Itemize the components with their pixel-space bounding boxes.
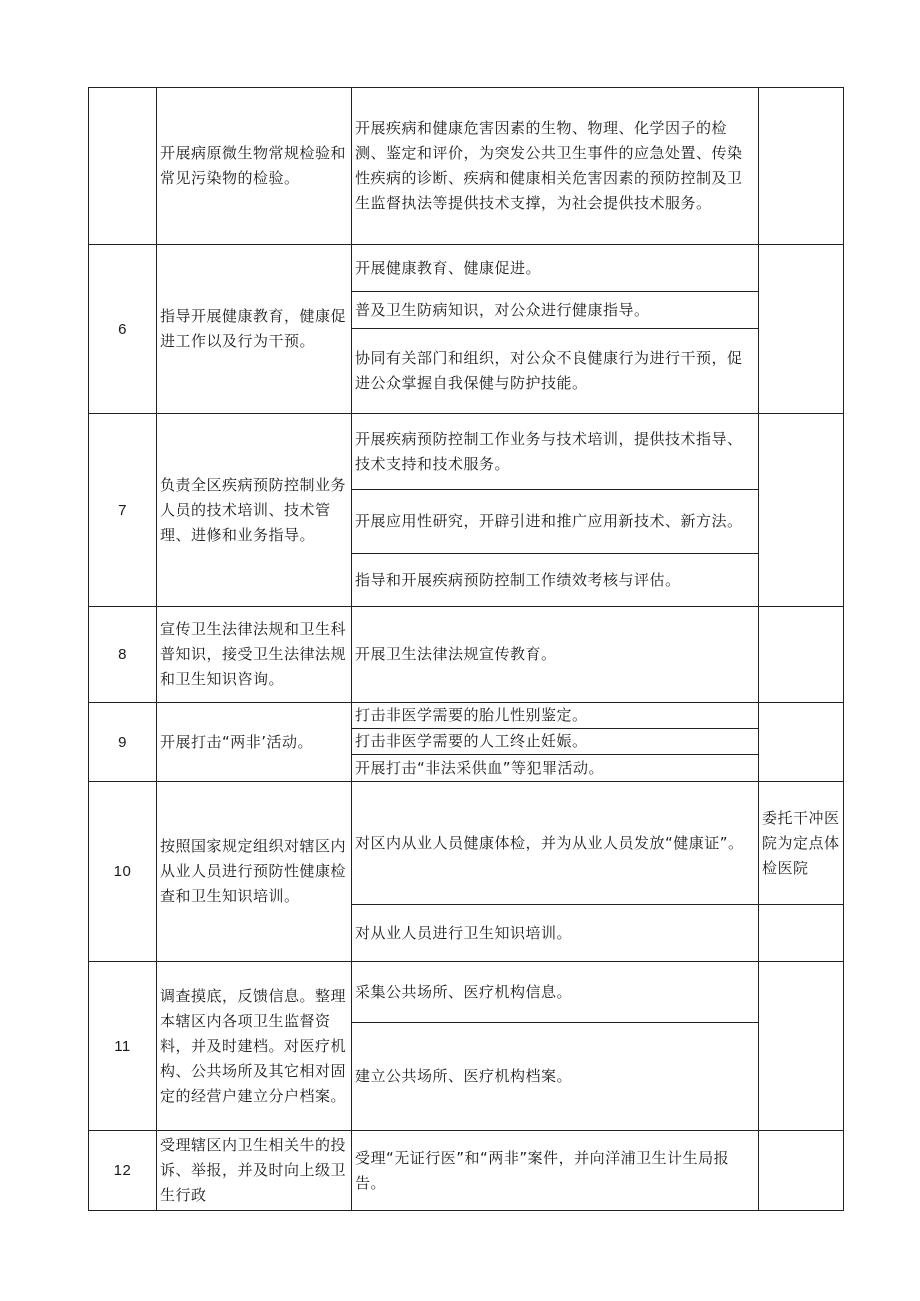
table-row [89, 414, 844, 490]
note-cell [759, 414, 844, 607]
table-row [89, 782, 844, 905]
function-cell: 调查摸底，反馈信息。整理本辖区内各项卫生监督资料，并及时建档。对医疗机构、公共场所及其它相对固定的经营户建立分户档案。 [157, 962, 352, 1131]
note-cell [759, 88, 844, 245]
task-cell: 建立公共场所、医疗机构档案。 [352, 1023, 759, 1131]
task-cell: 开展卫生法律法规宣传教育。 [352, 607, 759, 703]
note-cell [759, 245, 844, 414]
task-cell: 开展应用性研究，开辟引进和推广应用新技术、新方法。 [352, 490, 759, 554]
row-number: 8 [89, 607, 157, 703]
table-row [89, 245, 844, 292]
table-row [89, 1131, 844, 1211]
function-cell: 开展打击“两非’活动。 [157, 703, 352, 782]
task-cell: 打击非医学需要的胎儿性别鉴定。 [352, 703, 759, 729]
row-number [89, 88, 157, 245]
function-cell: 开展病原微生物常规检验和常见污染物的检验。 [157, 88, 352, 245]
function-cell: 按照国家规定组织对辖区内从业人员进行预防性健康检查和卫生知识培训。 [157, 782, 352, 962]
note-cell [759, 703, 844, 782]
task-cell: 受理“无证行医”和“两非”案件，并向洋浦卫生计生局报告。 [352, 1131, 759, 1211]
row-number: 12 [89, 1131, 157, 1211]
task-cell: 开展疾病和健康危害因素的生物、物理、化学因子的检测、鉴定和评价，为突发公共卫生事件的应急处置、传染性疾病的诊断、疾病和健康相关危害因素的预防控制及卫生监督执法等提供技术支撑，为社会提供技术服务。 [352, 88, 759, 245]
table-row [89, 607, 844, 703]
task-cell: 开展打击“非法采供血”等犯罪活动。 [352, 755, 759, 782]
note-cell [759, 962, 844, 1131]
note-cell [759, 1131, 844, 1211]
row-number: 7 [89, 414, 157, 607]
task-cell: 普及卫生防病知识，对公众进行健康指导。 [352, 292, 759, 329]
task-cell: 采集公共场所、医疗机构信息。 [352, 962, 759, 1023]
task-cell: 协同有关部门和组织，对公众不良健康行为进行干预，促进公众掌握自我保健与防护技能。 [352, 329, 759, 414]
note-cell [759, 607, 844, 703]
row-number: 6 [89, 245, 157, 414]
row-number: 11 [89, 962, 157, 1131]
function-cell: 受理辖区内卫生相关牛的投诉、举报，并及时向上级卫生行政 [157, 1131, 352, 1211]
duties-table [88, 87, 844, 1211]
task-cell: 打击非医学需要的人工终止妊娠。 [352, 729, 759, 755]
task-cell: 对区内从业人员健康体检，并为从业人员发放“健康证”。 [352, 782, 759, 905]
task-cell: 指导和开展疾病预防控制工作绩效考核与评估。 [352, 554, 759, 607]
note-cell: 委托干冲医院为定点体检医院 [759, 782, 844, 905]
task-cell: 开展疾病预防控制工作业务与技术培训，提供技术指导、技术支持和技术服务。 [352, 414, 759, 490]
table-row [89, 703, 844, 729]
row-number: 10 [89, 782, 157, 962]
table-row [89, 962, 844, 1023]
function-cell: 宣传卫生法律法规和卫生科普知识，接受卫生法律法规和卫生知识咨询。 [157, 607, 352, 703]
task-cell: 对从业人员进行卫生知识培训。 [352, 905, 759, 962]
note-cell-empty [759, 905, 844, 962]
task-cell: 开展健康教育、健康促进。 [352, 245, 759, 292]
row-number: 9 [89, 703, 157, 782]
function-cell: 指导开展健康教育，健康促进工作以及行为干预。 [157, 245, 352, 414]
table-row [89, 88, 844, 245]
function-cell: 负责全区疾病预防控制业务人员的技术培训、技术管理、进修和业务指导。 [157, 414, 352, 607]
